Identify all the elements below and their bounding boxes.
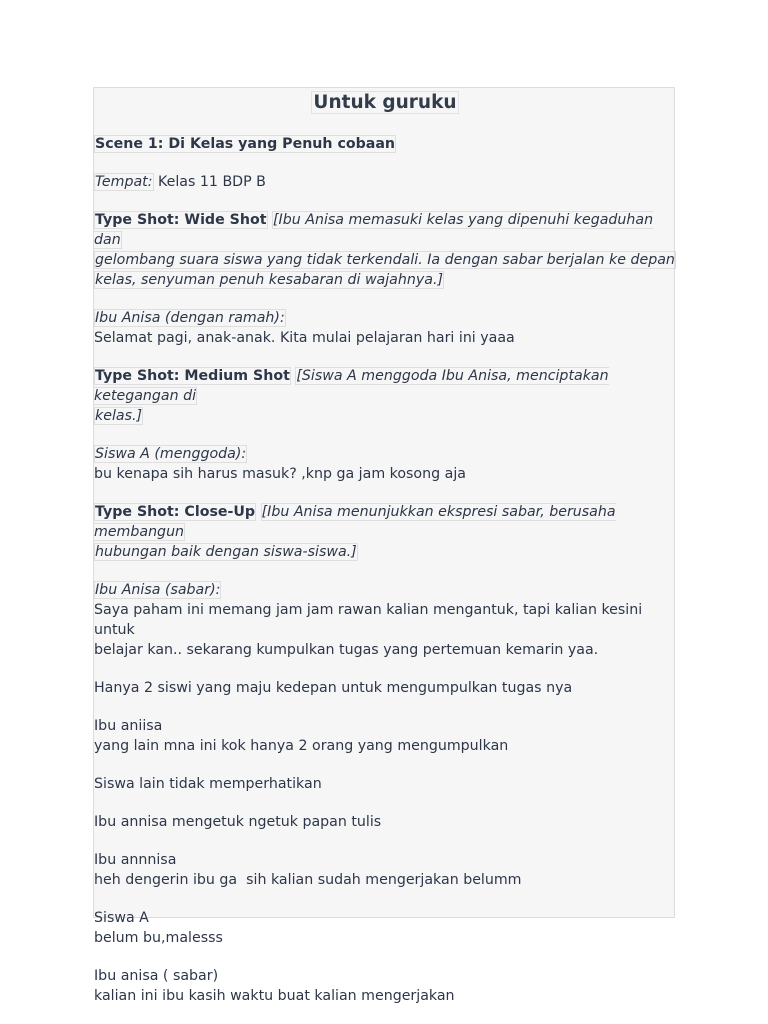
dialogue-ibu-anisa-ramah — [94, 308, 676, 348]
shot-description-line: [Ibu Anisa menunjukkan ekspresi sabar, berusaha membangun — [94, 504, 616, 540]
dialogue-ibu-anisa-sabar — [94, 580, 676, 660]
dialogue-siswa-a — [94, 444, 676, 484]
shot-label: Type Shot: Medium Shot — [95, 368, 290, 384]
scene-heading: Scene 1: Di Kelas yang Penuh cobaan — [95, 136, 396, 152]
dialogue-line: Selamat pagi, anak-anak. Kita mulai pelajaran hari ini yaaa — [94, 330, 515, 346]
speaker-label: Ibu Anisa (dengan ramah): — [95, 310, 285, 326]
paragraph-line: belum bu,malesss — [94, 930, 223, 946]
paragraph-line: yang lain mna ini kok hanya 2 orang yang mengumpulkan — [94, 738, 509, 754]
paragraph — [94, 774, 676, 794]
paragraph-line: Siswa A — [94, 910, 149, 926]
shot-label: Type Shot: Wide Shot — [95, 212, 267, 228]
paragraph — [94, 678, 676, 698]
paragraph-line: Ibu aniisa — [94, 718, 163, 734]
paragraph — [94, 812, 676, 832]
paragraph-line: Hanya 2 siswi yang maju kedepan untuk mengumpulkan tugas nya — [94, 680, 573, 696]
shot-description-line: [Ibu Anisa memasuki kelas yang dipenuhi kegaduhan dan — [94, 212, 654, 248]
paragraph — [94, 716, 676, 756]
paragraph-line: heh dengerin ibu ga sih kalian sudah mengerjakan belumm — [94, 872, 522, 888]
page-title: Untuk guruku — [313, 92, 457, 113]
paragraph-line: Ibu annnisa — [94, 852, 177, 868]
shot-description-line: kelas, senyuman penuh kesabaran di wajahnya.] — [95, 272, 443, 288]
paragraph-line: Siswa lain tidak memperhatikan — [94, 776, 322, 792]
shot-medium — [94, 366, 676, 426]
script-content — [94, 88, 676, 1006]
scene-block — [94, 134, 676, 154]
dialogue-line: bu kenapa sih harus masuk? ,knp ga jam kosong aja — [94, 466, 466, 482]
shot-label: Type Shot: Close-Up — [95, 504, 256, 520]
speaker-label: Ibu Anisa (sabar): — [95, 582, 221, 598]
paragraph-line: kalian ini ibu kasih waktu buat kalian mengerjakan — [94, 988, 455, 1004]
title-block — [94, 91, 676, 117]
location-line — [94, 172, 676, 192]
shot-description-line: kelas.] — [95, 408, 143, 424]
paragraph-line: Ibu annisa mengetuk ngetuk papan tulis — [94, 814, 382, 830]
dialogue-line: belajar kan.. sekarang kumpulkan tugas yang pertemuan kemarin yaa. — [94, 642, 599, 658]
shot-description-line: [Siswa A menggoda Ibu Anisa, menciptakan ketegangan di — [94, 368, 609, 404]
shot-wide — [94, 210, 676, 290]
paragraph-line: Ibu anisa ( sabar) — [94, 968, 219, 984]
document-page — [93, 87, 675, 1004]
speaker-label: Siswa A (menggoda): — [95, 446, 247, 462]
shot-close-up — [94, 502, 676, 562]
paragraph — [94, 850, 676, 890]
location-label: Tempat: — [95, 174, 153, 190]
dialogue-line: Saya paham ini memang jam jam rawan kalian mengantuk, tapi kalian kesini untuk — [94, 602, 643, 638]
shot-description-line: gelombang suara siswa yang tidak terkendali. Ia dengan sabar berjalan ke depan — [95, 252, 675, 268]
shot-description-line: hubungan baik dengan siswa-siswa.] — [95, 544, 357, 560]
paragraph — [94, 908, 676, 948]
location-value: Kelas 11 BDP B — [153, 174, 266, 190]
paragraph — [94, 966, 676, 1006]
